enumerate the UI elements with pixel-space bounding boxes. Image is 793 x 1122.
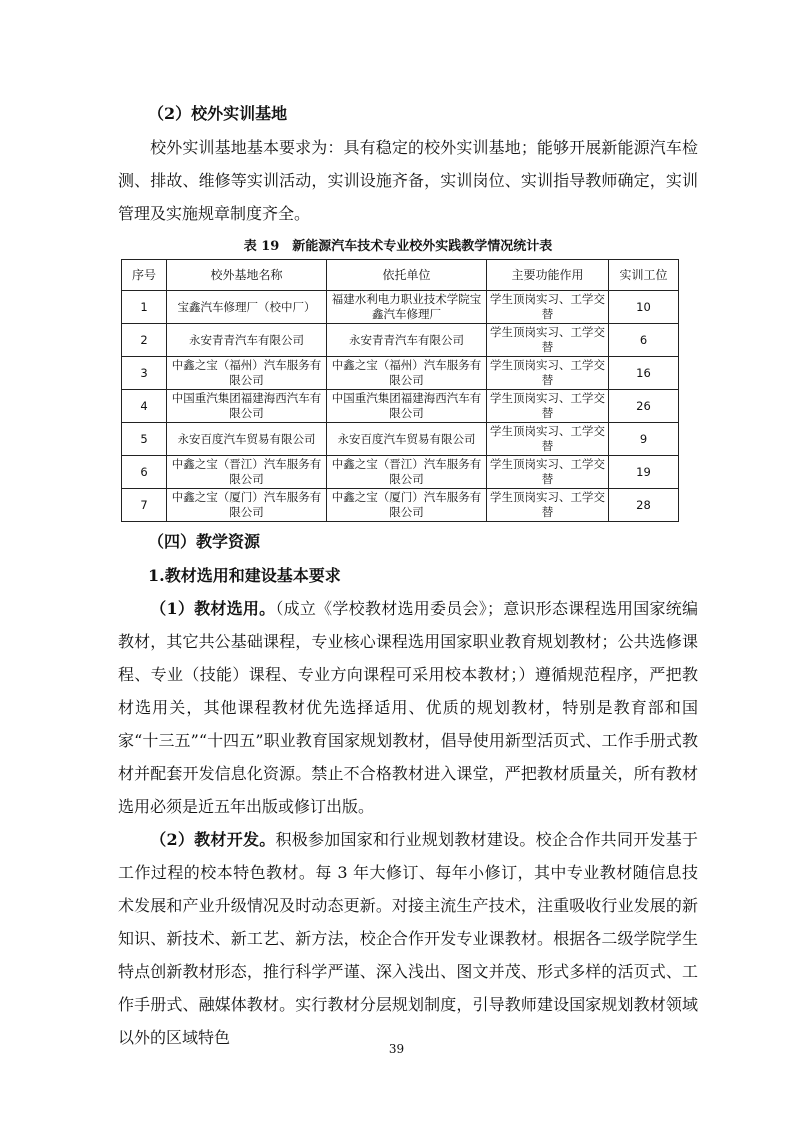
table-row <box>122 357 679 390</box>
table-row <box>122 423 679 456</box>
textbook-selection-paragraph <box>118 592 698 823</box>
textbook-development-text: 积极参加国家和行业规划教材建设。校企合作共同开发基于工作过程的校本特色教材。每 3 年大修订、每年小修订，其中专业教材随信息技术发展和产业升级情况及时动态更新。对接主流生产技术，注重吸收行业发展的新知识、新技术、新工艺、新方法，校企合作开发专业课教材。根据各二级学院学生特点创新教材形态，推行科学严谨、深入浅出、图文并茂、形式多样的活页式、工作手册式、融媒体教材。实行教材分层规划制度，引导教师建设国家规划教材领域以外的区域特色 <box>118 830 698 1047</box>
row-number: 7 <box>122 489 167 522</box>
header-cell: 序号 <box>122 260 167 291</box>
table-header-row <box>122 260 679 291</box>
base-name: 中鑫之宝（厦门）汽车服务有限公司 <box>167 489 327 522</box>
header-cell: 依托单位 <box>327 260 487 291</box>
base-name: 中鑫之宝（福州）汽车服务有限公司 <box>167 357 327 390</box>
base-name: 宝鑫汽车修理厂（校中厂） <box>167 291 327 324</box>
offsite-base-text: 校外实训基地基本要求为：具有稳定的校外实训基地；能够开展新能源汽车检测、排故、维修等实训活动，实训设施齐备，实训岗位、实训指导教师确定，实训管理及实施规章制度齐全。 <box>118 138 698 223</box>
header-cell: 校外基地名称 <box>167 260 327 291</box>
subheading-textbook-requirements: 1.教材选用和建设基本要求 <box>148 566 341 585</box>
host-unit: 福建水利电力职业技术学院宝鑫汽车修理厂 <box>327 291 487 324</box>
section-heading-offsite-base: （2）校外实训基地 <box>148 104 288 123</box>
stations: 9 <box>609 423 679 456</box>
row-number: 1 <box>122 291 167 324</box>
stations: 26 <box>609 390 679 423</box>
host-unit: 中鑫之宝（晋江）汽车服务有限公司 <box>327 456 487 489</box>
row-number: 3 <box>122 357 167 390</box>
textbook-selection-text: （成立《学校教材选用委员会》；意识形态课程选用国家统编教材，其它共公基础课程，专业核心课程选用国家职业教育规划教材；公共选修课程、专业（技能）课程、专业方向课程可采用校本教材；）遵循规范程序，严把教材选用关，其他课程教材优先选择适用、优质的规划教材，特别是教育部和国家“十三五”“十四五”职业教育国家规划教材，倡导使用新型活页式、工作手册式教材并配套开发信息化资源。禁止不合格教材进入课堂，严把教材质量关，所有教材选用必须是近五年出版或修订出版。 <box>118 599 698 816</box>
row-number: 2 <box>122 324 167 357</box>
function: 学生顶岗实习、工学交替 <box>487 357 609 390</box>
host-unit: 永安百度汽车贸易有限公司 <box>327 423 487 456</box>
base-name: 永安百度汽车贸易有限公司 <box>167 423 327 456</box>
host-unit: 中国重汽集团福建海西汽车有限公司 <box>327 390 487 423</box>
offsite-base-paragraph <box>118 131 698 230</box>
base-name: 永安青青汽车有限公司 <box>167 324 327 357</box>
page-number: 39 <box>388 1042 405 1056</box>
section-heading-teaching-resources: （四）教学资源 <box>148 532 261 551</box>
function: 学生顶岗实习、工学交替 <box>487 390 609 423</box>
function: 学生顶岗实习、工学交替 <box>487 324 609 357</box>
table-row <box>122 324 679 357</box>
stations: 16 <box>609 357 679 390</box>
base-name: 中国重汽集团福建海西汽车有限公司 <box>167 390 327 423</box>
host-unit: 中鑫之宝（厦门）汽车服务有限公司 <box>327 489 487 522</box>
offsite-training-table <box>121 259 679 522</box>
stations: 6 <box>609 324 679 357</box>
header-cell: 实训工位 <box>609 260 679 291</box>
stations: 19 <box>609 456 679 489</box>
host-unit: 永安青青汽车有限公司 <box>327 324 487 357</box>
row-number: 5 <box>122 423 167 456</box>
table-row <box>122 291 679 324</box>
table-row <box>122 489 679 522</box>
textbook-selection-label: （1）教材选用。 <box>150 599 276 618</box>
host-unit: 中鑫之宝（福州）汽车服务有限公司 <box>327 357 487 390</box>
table-row <box>122 390 679 423</box>
table-row <box>122 456 679 489</box>
function: 学生顶岗实习、工学交替 <box>487 456 609 489</box>
textbook-development-label: （2）教材开发。 <box>150 830 276 849</box>
table-caption: 表 19 新能源汽车技术专业校外实践教学情况统计表 <box>243 239 553 254</box>
function: 学生顶岗实习、工学交替 <box>487 489 609 522</box>
row-number: 4 <box>122 390 167 423</box>
stations: 28 <box>609 489 679 522</box>
row-number: 6 <box>122 456 167 489</box>
stations: 10 <box>609 291 679 324</box>
base-name: 中鑫之宝（晋江）汽车服务有限公司 <box>167 456 327 489</box>
function: 学生顶岗实习、工学交替 <box>487 291 609 324</box>
header-cell: 主要功能作用 <box>487 260 609 291</box>
textbook-development-paragraph <box>118 823 698 1054</box>
function: 学生顶岗实习、工学交替 <box>487 423 609 456</box>
